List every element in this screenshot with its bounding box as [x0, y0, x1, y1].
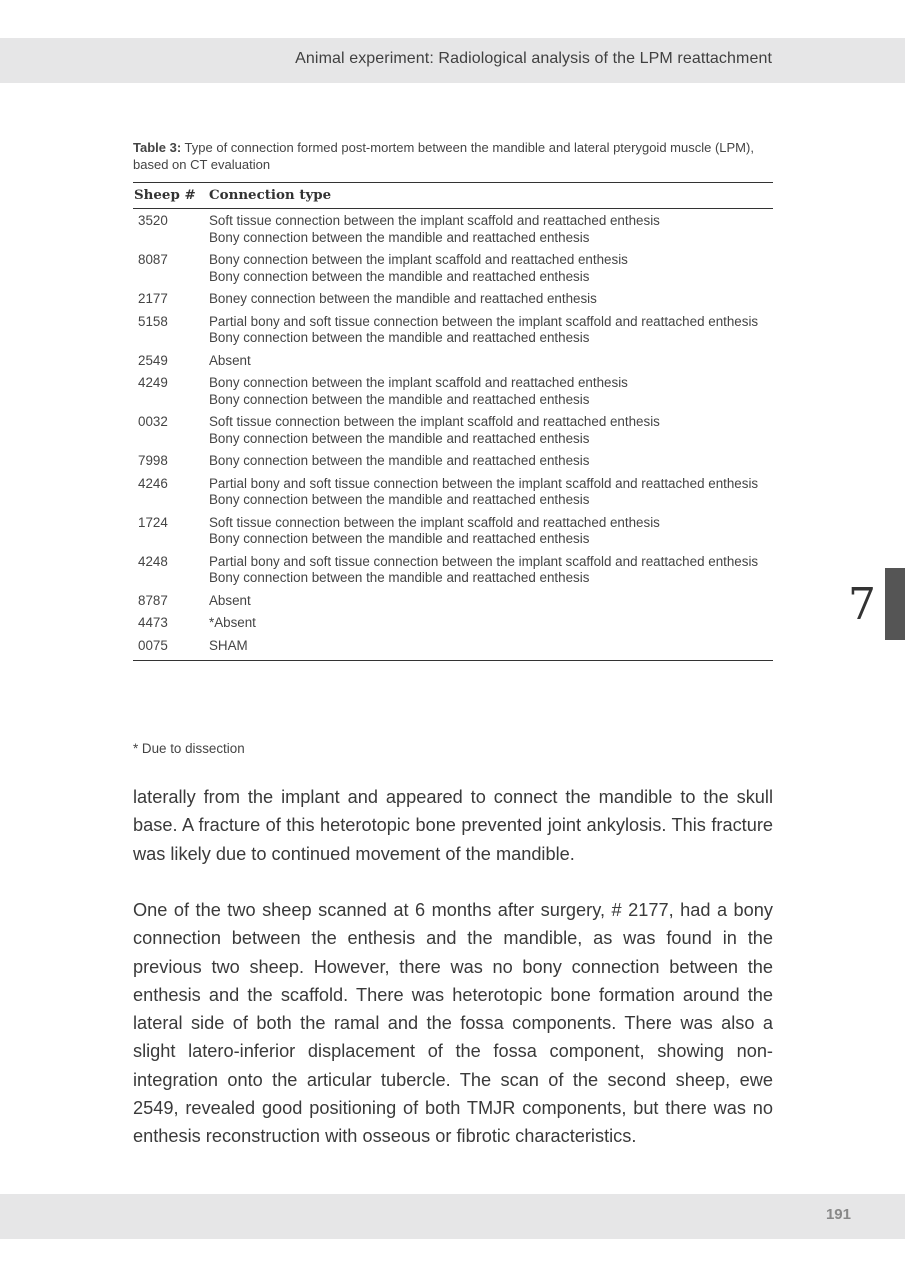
table-row	[133, 370, 773, 409]
sheep-id-cell: 2549	[138, 352, 168, 368]
connection-type-cell	[209, 409, 773, 448]
sheep-id-cell: 0032	[138, 414, 168, 429]
connection-type-line: Bony connection between the implant scaffold and reattached enthesis	[209, 375, 628, 390]
connection-type-line: Partial bony and soft tissue connection between the implant scaffold and reattached enthesis	[209, 553, 759, 569]
connection-type-cell	[209, 286, 773, 309]
page-footer	[0, 1194, 905, 1239]
chapter-number: 7	[848, 579, 876, 630]
connection-type-line: Bony connection between the mandible and reattached enthesis	[209, 531, 590, 546]
connection-type-line: Boney connection between the mandible and reattached enthesis	[209, 291, 597, 306]
running-header	[0, 38, 905, 83]
body-paragraph-2: One of the two sheep scanned at 6 months after surgery, # 2177, had a bony connection between the enthesis and the mandible, as was found in the previous two sheep. However, there was no bony connection between the enthesis and the scaffold. There was heterotopic bone formation around the lateral side of both the ramal and the fossa components. There was also a slight latero-inferior displacement of the fossa component, showing non-integration onto the articular tubercle. The scan of the second sheep, ewe 2549, revealed good positioning of both TMJR components, but there was no enthesis reconstruction with osseous or fibrotic characteristics.	[133, 900, 773, 1147]
connection-type-line: Partial bony and soft tissue connection between the implant scaffold and reattached enthesis	[209, 475, 759, 491]
sheep-id-cell: 8087	[138, 252, 168, 267]
connection-type-line: SHAM	[209, 637, 248, 653]
connection-type-line: Bony connection between the mandible and reattached enthesis	[209, 268, 590, 284]
connection-type-cell	[209, 448, 773, 471]
table-caption-label: Table 3:	[133, 140, 182, 155]
sheep-id-cell: 4248	[138, 553, 168, 569]
table-row	[133, 286, 773, 309]
sheep-id-cell: 4473	[138, 615, 168, 630]
table-row	[133, 348, 773, 371]
table-row	[133, 247, 773, 286]
connection-type-line: Bony connection between the mandible and reattached enthesis	[209, 430, 590, 446]
page-number: 191	[825, 1206, 851, 1223]
connection-type-cell	[209, 588, 773, 611]
connection-type-line: *Absent	[209, 615, 256, 630]
sheep-id-cell: 4249	[138, 375, 168, 390]
connection-type-line: Bony connection between the mandible and reattached enthesis	[209, 453, 590, 468]
table-row	[133, 633, 773, 661]
connection-type-cell	[209, 471, 773, 510]
body-paragraph-1: laterally from the implant and appeared to connect the mandible to the skull base. A fracture of this heterotopic bone prevented joint ankylosis. This fracture was likely due to continued movement of the mandible.	[133, 787, 773, 864]
connection-type-line: Partial bony and soft tissue connection between the implant scaffold and reattached enthesis	[209, 313, 759, 329]
sheep-id-cell: 8787	[138, 592, 168, 608]
connection-type-line: Absent	[209, 352, 251, 368]
connection-type-cell	[209, 247, 773, 286]
sheep-id-cell: 4246	[138, 475, 168, 491]
connection-table	[133, 182, 773, 661]
table-caption	[133, 139, 773, 173]
connection-type-line: Soft tissue connection between the implant scaffold and reattached enthesis	[209, 213, 660, 228]
connection-type-line: Bony connection between the mandible and reattached enthesis	[209, 391, 590, 407]
table-row	[133, 549, 773, 588]
table-row	[133, 448, 773, 471]
connection-type-line: Bony connection between the mandible and reattached enthesis	[209, 229, 590, 245]
connection-type-cell	[209, 309, 773, 348]
connection-type-line: Absent	[209, 592, 251, 608]
connection-type-line: Bony connection between the mandible and reattached enthesis	[209, 492, 590, 507]
sheep-id-cell: 3520	[138, 213, 168, 228]
table-footnote: * Due to dissection	[133, 741, 245, 756]
table-row	[133, 610, 773, 633]
table-row	[133, 209, 773, 248]
connection-type-cell	[209, 549, 773, 588]
table-header-row	[133, 183, 773, 209]
sheep-id-cell: 5158	[138, 313, 168, 329]
sheep-id-cell: 2177	[138, 291, 168, 306]
sheep-id-cell: 0075	[133, 633, 209, 661]
connection-type-line: Bony connection between the mandible and reattached enthesis	[209, 330, 590, 345]
connection-type-line: Soft tissue connection between the implant scaffold and reattached enthesis	[209, 414, 660, 429]
connection-type-cell	[209, 209, 773, 248]
connection-type-cell	[209, 510, 773, 549]
table-row	[133, 510, 773, 549]
running-header-title: Animal experiment: Radiological analysis of the LPM reattachment	[295, 50, 772, 67]
sheep-id-cell: 7998	[138, 453, 168, 468]
connection-type-line: Bony connection between the mandible and reattached enthesis	[209, 570, 590, 585]
column-header-connection-type: Connection type	[209, 183, 773, 209]
connection-type-cell	[209, 610, 773, 633]
table-row	[133, 588, 773, 611]
table-caption-text: Type of connection formed post-mortem between the mandible and lateral pterygoid muscle (LPM), based on CT evaluation	[133, 140, 754, 172]
table-row	[133, 471, 773, 510]
connection-type-cell	[209, 370, 773, 409]
table-row	[133, 309, 773, 348]
column-header-sheep: Sheep #	[133, 183, 209, 209]
connection-type-cell	[209, 633, 773, 661]
sheep-id-cell: 1724	[138, 514, 168, 530]
connection-type-line: Bony connection between the implant scaffold and reattached enthesis	[209, 252, 628, 267]
connection-type-line: Soft tissue connection between the implant scaffold and reattached enthesis	[209, 514, 660, 530]
table-body	[133, 209, 773, 661]
table-row	[133, 409, 773, 448]
connection-type-cell	[209, 348, 773, 371]
chapter-tab	[885, 568, 905, 640]
